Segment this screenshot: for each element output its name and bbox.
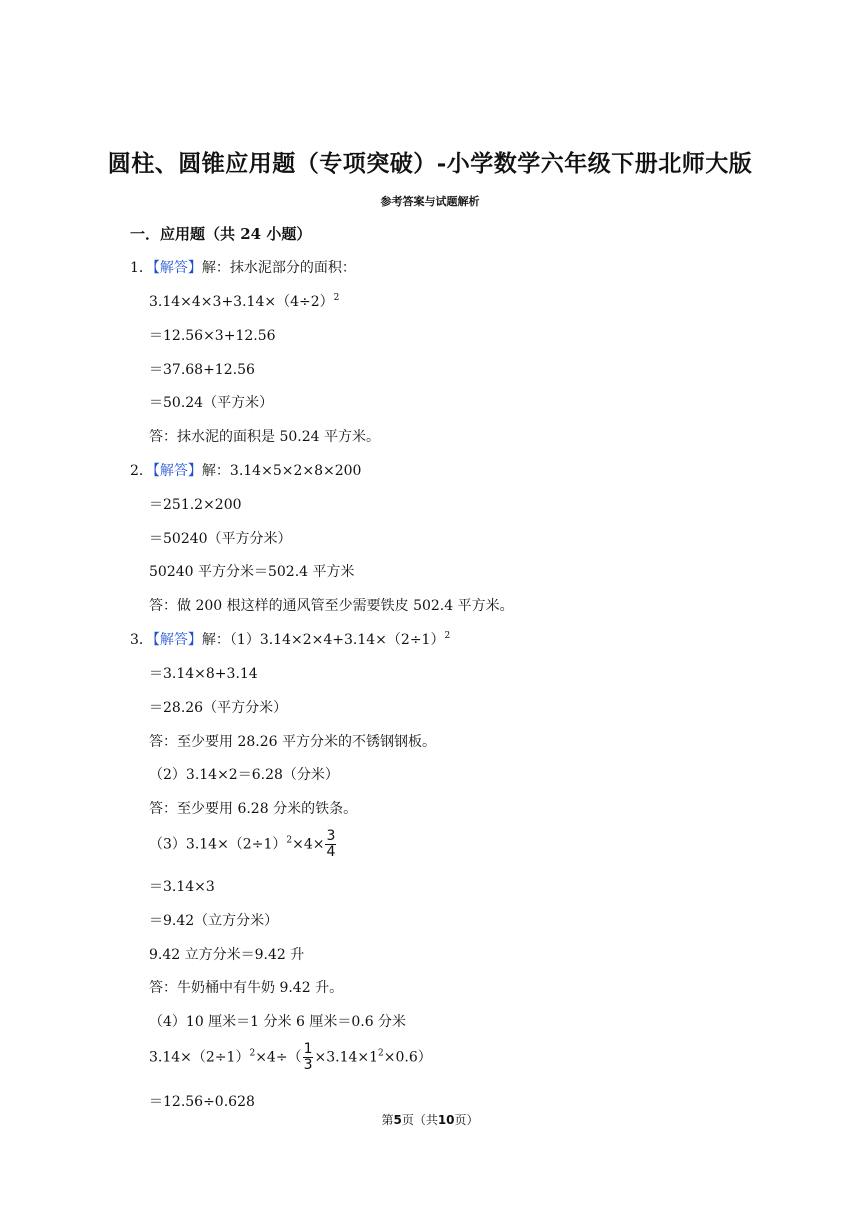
answer-line: 答：至少要用 28.26 平方分米的不锈钢钢板。 — [149, 734, 436, 750]
solution-line: ＝3.14×8+3.14 — [149, 666, 258, 682]
superscript: 2 — [333, 293, 340, 303]
question-intro: 解：（1）3.14×2×4+3.14×（2÷1） — [201, 632, 445, 648]
solution-line: $(3)3.14\times(2\div 1)^2\times 4\times$ $\frac{3}{4}$ — [149, 828, 336, 860]
question-intro: 解：抹水泥部分的面积： — [201, 260, 356, 276]
question-number: 1． — [130, 260, 153, 276]
solution-line: ＝251.2×200 — [149, 497, 242, 513]
solution-line: ＝12.56×3+12.56 — [149, 328, 276, 344]
superscript: 2 — [444, 631, 451, 641]
question-1-header — [130, 258, 356, 278]
total-page-count: 10 — [437, 1113, 455, 1127]
solution-line: ＝50240（平方分米） — [149, 531, 292, 547]
question-number: 3． — [130, 632, 153, 648]
solution-line: （4）10 厘米＝1 分米 6 厘米＝0.6 分米 — [149, 1014, 407, 1030]
question-3-header — [130, 630, 450, 650]
solution-line: ＝28.26（平方分米） — [149, 700, 288, 716]
answer-line: 答：牛奶桶中有牛奶 9.42 升。 — [149, 980, 344, 996]
superscript: 2 — [378, 1048, 384, 1059]
solution-line: 9.42 立方分米＝9.42 升 — [149, 947, 305, 963]
current-page-number: 5 — [393, 1113, 402, 1127]
question-number: 2． — [130, 463, 153, 479]
answer-line: 答：做 200 根这样的通风管至少需要铁皮 502.4 平方米。 — [149, 598, 514, 614]
solution-line: ＝37.68+12.56 — [149, 362, 255, 378]
answer-tag: 【解答】 — [152, 463, 202, 479]
page-subtitle: 参考答案与试题解析 — [380, 195, 480, 208]
page-title: 圆柱、圆锥应用题（专项突破）-小学数学六年级下册北师大版 — [107, 150, 753, 177]
answer-tag: 【解答】 — [152, 260, 202, 276]
solution-line: 50240 平方分米＝502.4 平方米 — [149, 564, 355, 580]
solution-line: ＝12.56÷0.628 — [149, 1094, 255, 1110]
answer-line: 答：至少要用 6.28 分米的铁条。 — [149, 801, 358, 817]
fraction-one-third: $\frac{1}{3}$ — [303, 1041, 313, 1073]
answer-line: 答：抹水泥的面积是 50.24 平方米。 — [149, 429, 380, 445]
solution-line: ＝50.24（平方米） — [149, 395, 274, 411]
solution-line: ＝9.42（立方分米） — [149, 913, 279, 929]
solution-line: $3.14\times(2\div 1)^2\times 4\div$（ $\frac{1}{3}$ $\times 3.14\times 1^2\times 0.6$） — [149, 1041, 432, 1073]
question-intro: 解：3.14×5×2×8×200 — [201, 463, 362, 479]
fraction-three-quarters: $\frac{3}{4}$ — [326, 828, 336, 860]
superscript: 2 — [249, 1048, 256, 1059]
page-footer: 第5页（共10页） — [381, 1113, 479, 1127]
solution-line: $3.14\times 4\times 3+3.14\times(4\div 2)^2$ — [149, 293, 340, 310]
solution-line: ＝3.14×3 — [149, 879, 215, 895]
superscript: 2 — [286, 835, 293, 846]
solution-line: （2）3.14×2＝6.28（分米） — [149, 767, 339, 783]
section-heading: 一．应用题（共 24 小题） — [130, 225, 312, 243]
answer-tag: 【解答】 — [152, 632, 202, 648]
question-2-header — [130, 461, 361, 481]
